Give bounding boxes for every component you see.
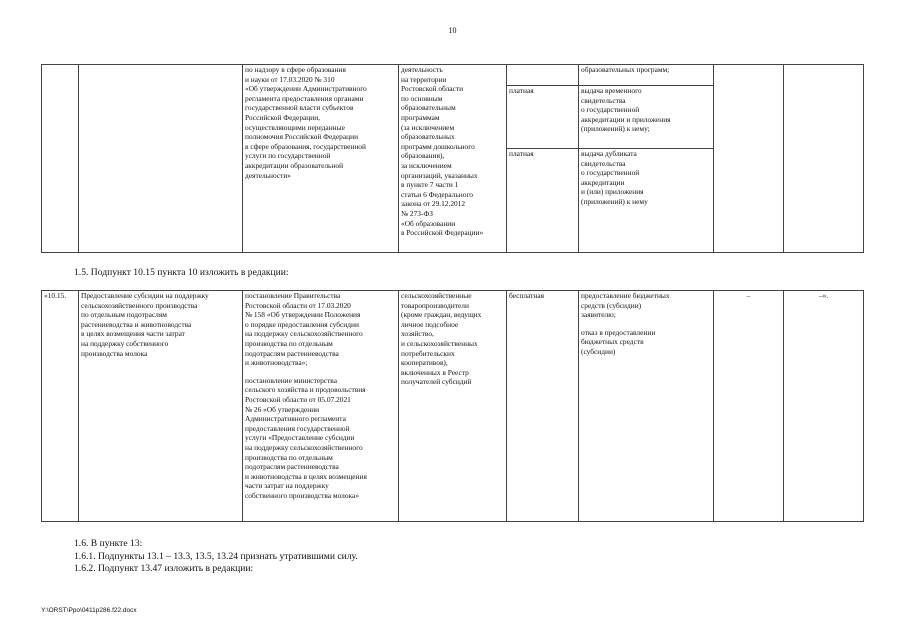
- acts-text-line: на поддержку сельскохозяйственного: [245, 329, 363, 339]
- t1-r2-payment: платная: [507, 86, 579, 149]
- acts-text-line: услуги по государственной: [245, 151, 331, 161]
- result-text-line: (приложений) к нему: [581, 196, 648, 206]
- service-name-line: сельскохозяйственного производства: [81, 300, 198, 310]
- recipients-text-line: программам: [401, 112, 440, 122]
- acts-text-line: предоставления государственной: [245, 423, 350, 433]
- acts-text-line: и животноводства»;: [245, 358, 308, 368]
- result-text-line: (субсидии): [581, 346, 616, 356]
- acts-text-line: Ростовской области от 17.03.2020: [245, 300, 351, 310]
- acts-text-line: в сфере образования, государственной: [245, 141, 366, 151]
- acts-text-line: производства по отдельным: [245, 338, 333, 348]
- recipients-text-line: (за исключением: [401, 122, 455, 132]
- result-text-line: о государственной: [581, 105, 640, 115]
- acts-text-line: № 158 «Об утверждении Положения: [245, 310, 361, 320]
- acts-text-line: государственной власти субъектов: [245, 103, 354, 113]
- t1-r2-result: [579, 86, 714, 149]
- t1-acts-cell: [243, 65, 399, 253]
- service-name-line: Предоставление субсидии на поддержку: [81, 291, 209, 300]
- recipients-text-line: образования),: [401, 151, 445, 161]
- result-text-line: аккредитации и приложения: [581, 114, 671, 124]
- acts-text-line: о порядке предоставления субсидии: [245, 319, 359, 329]
- acts-text-line: «Об утверждении Административного: [245, 84, 367, 94]
- recipients-text-line: деятельность: [401, 65, 443, 74]
- t1-name-cell: [79, 65, 243, 253]
- services-table-item-10-15: [41, 290, 864, 522]
- t2-payment-cell: бесплатная: [507, 291, 579, 522]
- recipients-text-line: включенных в Реестр: [401, 367, 469, 377]
- result-text-line: выдача временного: [581, 86, 642, 95]
- recipients-text-line: хозяйство,: [401, 329, 434, 339]
- t1-num-cell: [42, 65, 79, 253]
- t1-recipients-cell: [399, 65, 507, 253]
- acts-text-line: по надзору в сфере образования: [245, 65, 346, 74]
- services-table-continuation: [41, 64, 864, 253]
- service-name-line: в целях возмещения части затрат: [81, 329, 185, 339]
- acts-text-line: и науки от 17.03.2020 № 310: [245, 74, 335, 84]
- t2-recipients-cell: [399, 291, 507, 522]
- recipients-text-line: и сельскохозяйственных: [401, 338, 478, 348]
- acts-text-line: сельского хозяйства и продовольствия: [245, 385, 366, 395]
- recipients-text-line: «Об образовании: [401, 218, 456, 228]
- result-text-line: средств (субсидии): [581, 300, 642, 310]
- paragraph-1-6-2: 1.6.2. Подпункт 13.47 изложить в редакции:: [74, 563, 254, 574]
- acts-text-line: деятельности»: [245, 170, 292, 180]
- result-text-line: отказ в предоставлении: [581, 327, 656, 337]
- recipients-text-line: за исключением: [401, 160, 452, 170]
- acts-text-line: постановление министерства: [245, 375, 337, 385]
- paragraph-1-6: 1.6. В пункте 13:: [74, 538, 143, 549]
- file-path-footer: Y:\ORST\Ppo\0411p286.f22.docx: [41, 607, 137, 614]
- t1-col8-cell: [784, 65, 864, 253]
- result-text-line: о государственной: [581, 168, 640, 178]
- paragraph-1-5: 1.5. Подпункт 10.15 пункта 10 изложить в редакции:: [74, 267, 289, 278]
- recipients-text-line: образовательным: [401, 103, 456, 113]
- recipients-text-line: получателей субсидий: [401, 377, 472, 387]
- acts-text-line: на поддержку сельскохозяйственного: [245, 442, 363, 452]
- acts-text-line: Ростовской области от 05.07.2021: [245, 394, 351, 404]
- result-text-line: свидетельства: [581, 95, 626, 105]
- recipients-text-line: потребительских: [401, 348, 455, 358]
- service-name-line: производства молока: [81, 348, 148, 358]
- service-name-line: на поддержку собственного: [81, 338, 169, 348]
- result-text-line: предоставление бюджетных: [581, 291, 670, 300]
- acts-text-line: подотраслям растениеводства: [245, 348, 339, 358]
- acts-text-line: № 26 «Об утверждении: [245, 404, 320, 414]
- acts-text-line: аккредитации образовательной: [245, 160, 344, 170]
- acts-text-line: услуги «Предоставление субсидии: [245, 433, 355, 443]
- recipients-text-line: кооперативов),: [401, 358, 448, 368]
- result-text-line: свидетельства: [581, 158, 626, 168]
- recipients-text-line: № 273-ФЗ: [401, 208, 433, 218]
- t2-acts-cell: [243, 291, 399, 522]
- recipients-text-line: программ дошкольного: [401, 141, 475, 151]
- acts-text-line: и животноводства в целях возмещения: [245, 471, 367, 481]
- t2-col8-cell: –».: [784, 291, 864, 522]
- service-name-line: растениеводства и животноводства: [81, 319, 192, 329]
- recipients-text-line: в пункте 7 части 1: [401, 180, 459, 190]
- t2-name-cell: [79, 291, 243, 522]
- recipients-text-line: организаций, указанных: [401, 170, 478, 180]
- result-text-line: (приложений) к нему;: [581, 124, 650, 134]
- acts-text-line: полномочия Российской Федерации: [245, 132, 359, 142]
- t1-col7-cell: [714, 65, 784, 253]
- acts-text-line: производства по отдельным: [245, 452, 333, 462]
- acts-text-line: постановление Правительства: [245, 291, 341, 300]
- result-text-line: аккредитации: [581, 177, 625, 187]
- t1-r3-payment: платная: [507, 149, 579, 253]
- acts-text-line: Российской Федерации,: [245, 112, 321, 122]
- recipients-text-line: статьи 6 Федерального: [401, 189, 473, 199]
- result-text-line: заявителю;: [581, 310, 616, 320]
- acts-text-line: осуществляющими переданные: [245, 122, 345, 132]
- recipients-text-line: образовательных: [401, 132, 455, 142]
- t1-r1-payment: [507, 65, 579, 86]
- acts-text-line: части затрат на поддержку: [245, 481, 329, 491]
- recipients-text-line: закона от 29.12.2012: [401, 199, 466, 209]
- recipients-text-line: на территории: [401, 74, 447, 84]
- result-text-line: бюджетных средств: [581, 337, 644, 347]
- t1-r1-result: образовательных программ;: [579, 65, 714, 86]
- paragraph-1-6-1: 1.6.1. Подпункты 13.1 – 13.3, 13.5, 13.24 признать утратившими силу.: [74, 551, 358, 562]
- page-number: 10: [448, 26, 457, 35]
- t2-result-cell: [579, 291, 714, 522]
- t1-r3-result: [579, 149, 714, 253]
- acts-text-line: собственного производства молока»: [245, 490, 360, 500]
- result-text-line: и (или) приложения: [581, 187, 644, 197]
- recipients-text-line: сельскохозяйственные: [401, 291, 472, 300]
- acts-text-line: Административного регламента: [245, 414, 346, 424]
- recipients-text-line: (кроме граждан, ведущих: [401, 310, 482, 320]
- recipients-text-line: по основным: [401, 93, 443, 103]
- t2-col7-cell: –: [714, 291, 784, 522]
- recipients-text-line: в Российской Федерации»: [401, 228, 484, 238]
- recipients-text-line: Ростовской области: [401, 84, 464, 94]
- recipients-text-line: товаропроизводители: [401, 300, 469, 310]
- acts-text-line: регламента предоставления органами: [245, 93, 364, 103]
- t2-num-cell: «10.15.: [42, 291, 79, 522]
- service-name-line: по отдельным подотраслям: [81, 310, 167, 320]
- acts-text-line: подотраслям растениеводства: [245, 462, 339, 472]
- result-text-line: выдача дубликата: [581, 149, 637, 158]
- recipients-text-line: личное подсобное: [401, 319, 459, 329]
